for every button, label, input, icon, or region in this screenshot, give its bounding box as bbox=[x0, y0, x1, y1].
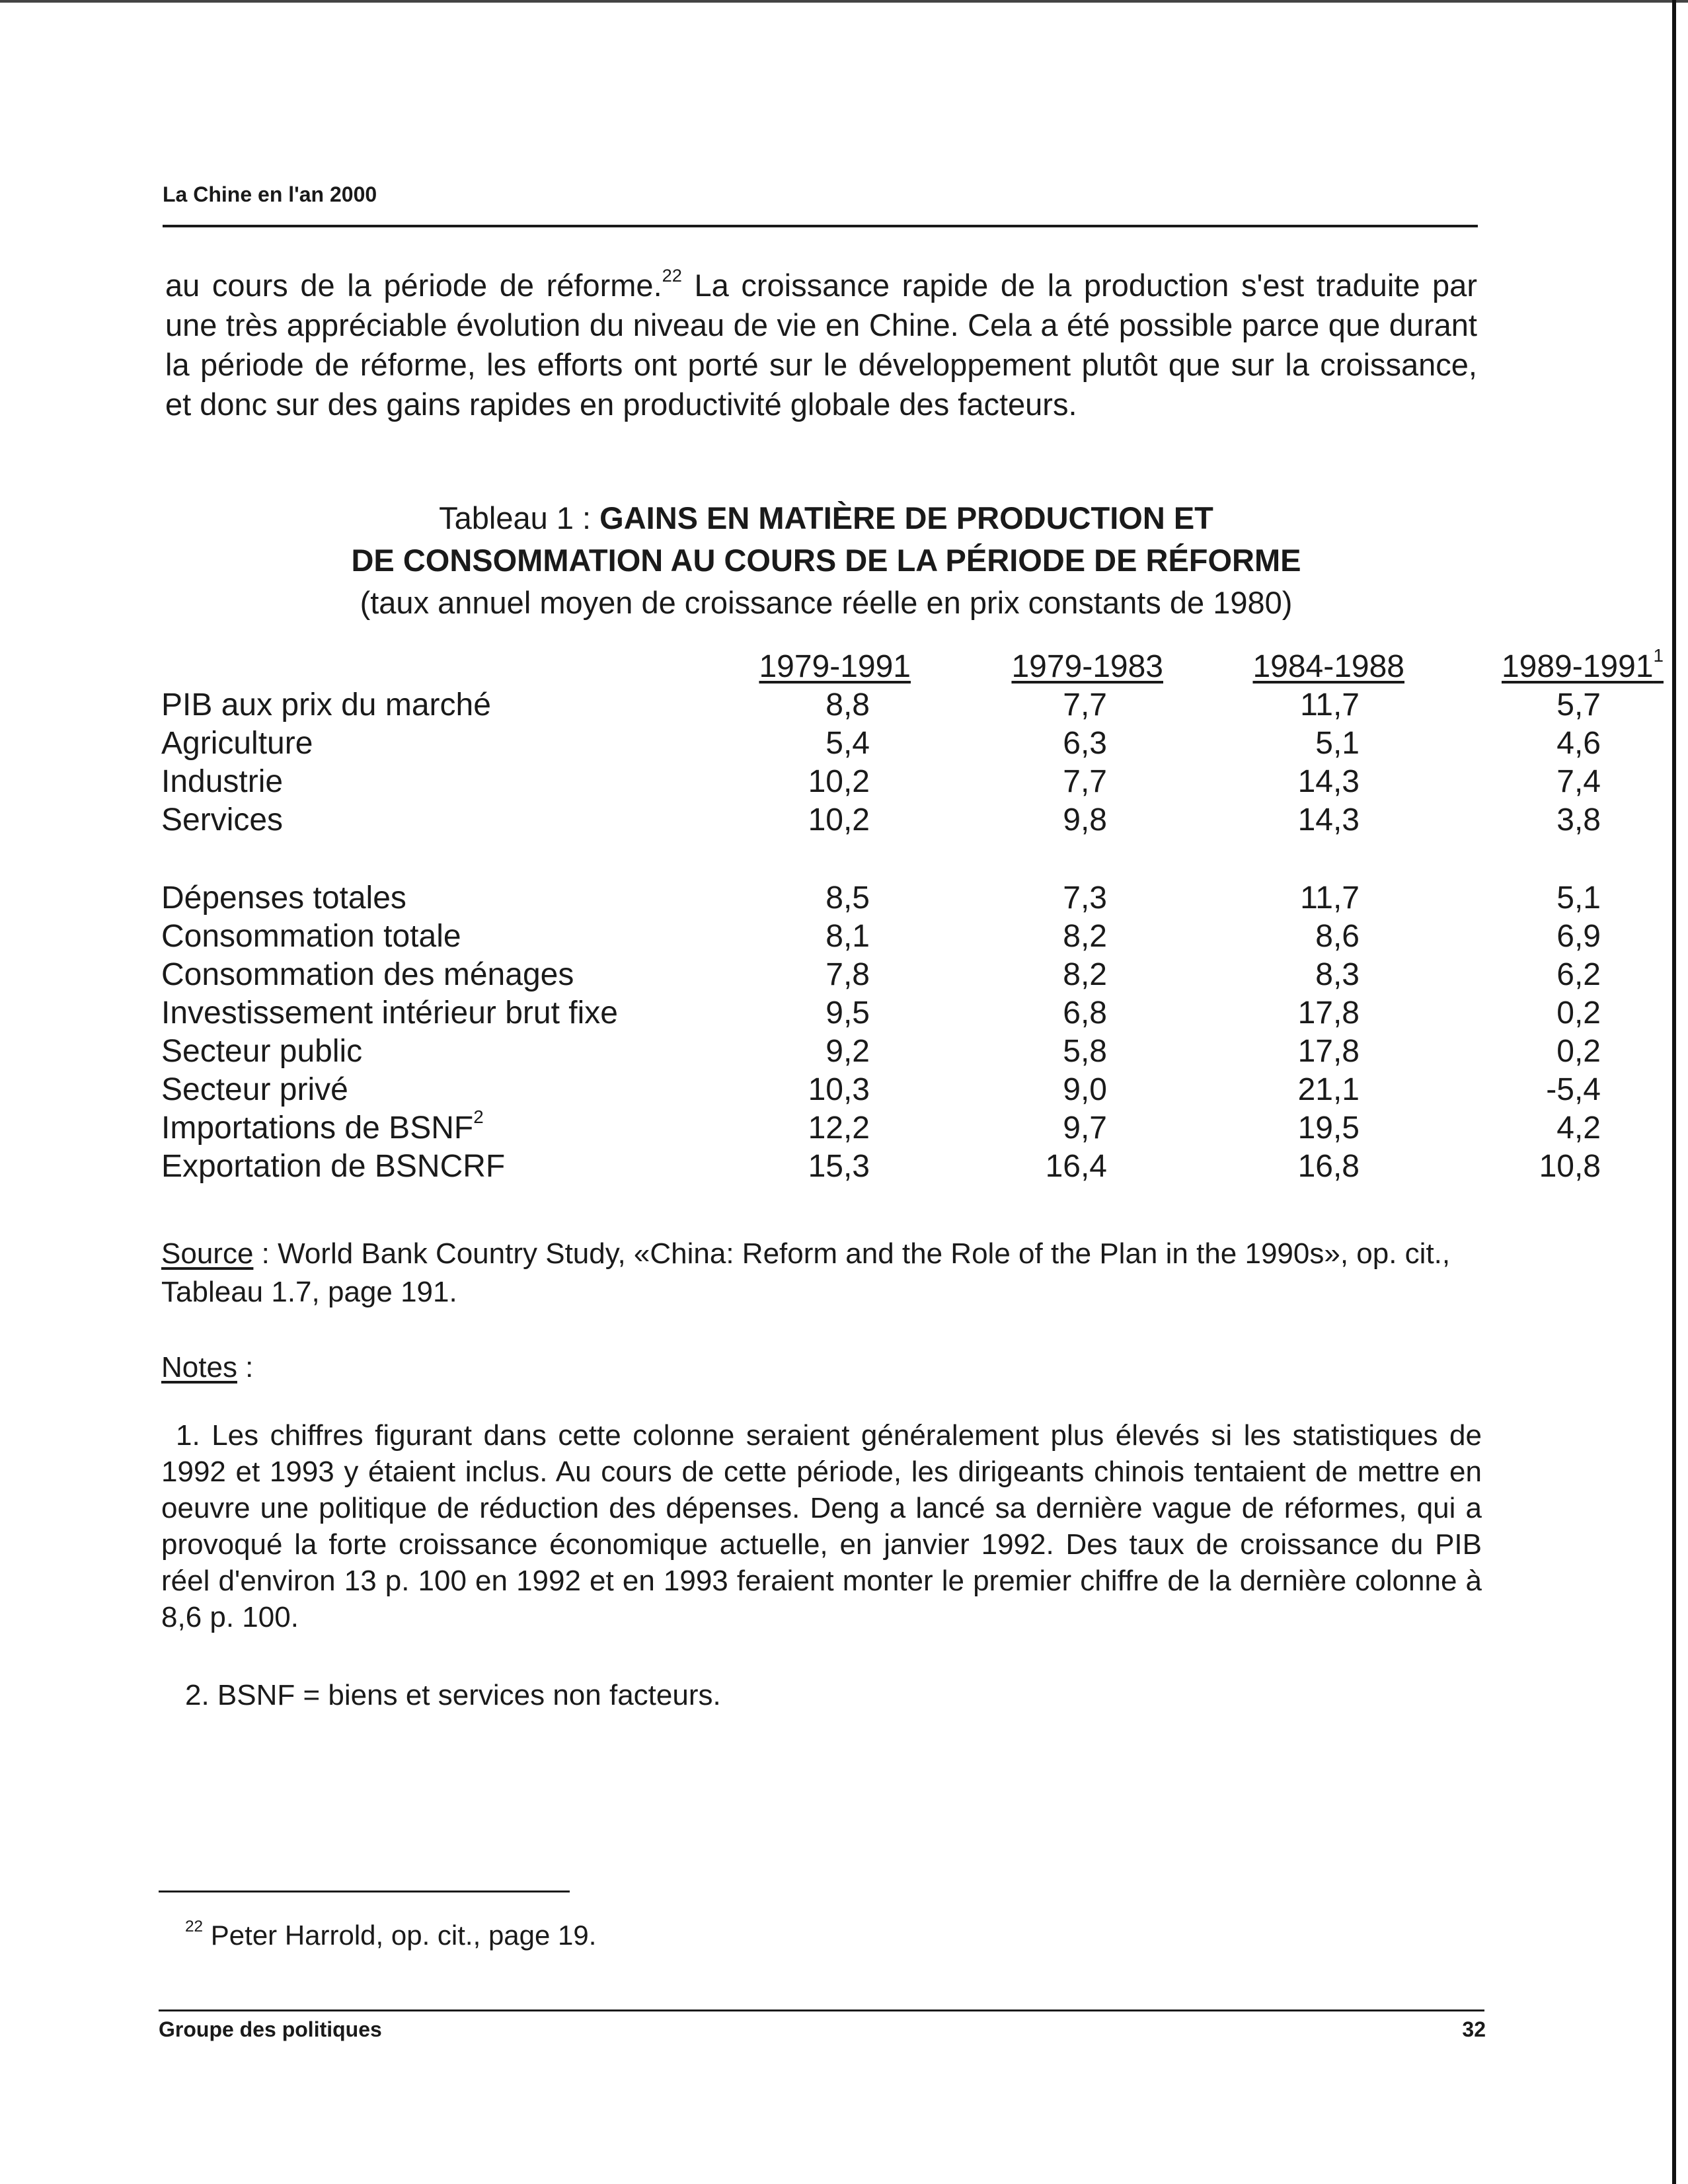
column-header-1979-1991: 1979-1991 bbox=[759, 649, 911, 684]
cell-value: 8,6 bbox=[1315, 919, 1360, 954]
footnote-number: 22 bbox=[185, 1918, 204, 1936]
cell-value: 7,4 bbox=[1556, 764, 1601, 799]
footnote-22 bbox=[185, 1917, 596, 1954]
row-label: Investissement intérieur brut fixe bbox=[161, 995, 618, 1031]
table-row bbox=[161, 917, 1664, 956]
cell-value: 14,3 bbox=[1297, 802, 1360, 838]
cell-value: 10,2 bbox=[808, 802, 870, 838]
cell-value: 4,6 bbox=[1556, 726, 1601, 761]
table-subtitle: (taux annuel moyen de croissance réelle en prix constants de 1980) bbox=[360, 585, 1293, 620]
table-row bbox=[161, 1109, 1664, 1148]
table-row bbox=[161, 994, 1664, 1033]
cell-value: 5,1 bbox=[1315, 726, 1360, 761]
row-label: PIB aux prix du marché bbox=[161, 687, 491, 722]
header-blank-cell bbox=[161, 648, 673, 686]
cell-value: 16,4 bbox=[1045, 1149, 1107, 1184]
notes-heading-label: Notes bbox=[161, 1351, 237, 1384]
cell-value: 7,7 bbox=[1063, 687, 1107, 722]
table-row bbox=[161, 686, 1664, 724]
cell-value: 9,0 bbox=[1063, 1072, 1107, 1107]
column-header-1989-1991 bbox=[1404, 645, 1664, 686]
column-header-1979-1983: 1979-1983 bbox=[1011, 649, 1163, 684]
row-label: Secteur privé bbox=[161, 1072, 348, 1107]
cell-value: 21,1 bbox=[1297, 1072, 1360, 1107]
cell-value: 10,8 bbox=[1539, 1149, 1601, 1184]
cell-value: 6,3 bbox=[1063, 726, 1107, 761]
intro-text-b: La croissance rapide de la production s'est traduite par une très appréciable évolution du niveau de vie en Chine. Cela a été possible parce que durant la période de réforme, les efforts ont porté sur le développement plutôt que sur la croissance, et donc sur des gains rapides en productivité globale des facteurs. bbox=[165, 268, 1477, 422]
table-row bbox=[161, 1071, 1664, 1109]
page-number: 32 bbox=[1462, 2017, 1486, 2041]
scan-edge-right bbox=[1672, 0, 1676, 2184]
cell-value: 5,7 bbox=[1556, 687, 1601, 722]
footnote-rule bbox=[159, 1891, 570, 1892]
column-header-1989-1991-text: 1989-1991 bbox=[1501, 649, 1654, 684]
cell-value: 9,5 bbox=[825, 995, 870, 1031]
cell-value: 3,8 bbox=[1556, 802, 1601, 838]
row-label: Agriculture bbox=[161, 726, 313, 761]
cell-value: 8,2 bbox=[1063, 919, 1107, 954]
cell-value: 0,2 bbox=[1556, 1034, 1601, 1069]
source-text: : World Bank Country Study, «China: Reform and the Role of the Plan in the 1990s», op. cit., Tableau 1.7, page 191. bbox=[161, 1237, 1451, 1308]
note-1-text: Les chiffres figurant dans cette colonne seraient généralement plus élevés si les statistiques de 1992 et 1993 y étaient inclus. Au cours de cette période, les dirigeants chinois tentaient de mettre en oeuvre une politique de réduction des dépenses. Deng a lancé sa dernière vague de réformes, qui a provoqué la forte croissance économique actuelle, en janvier 1992. Des taux de croissance du PIB réel d'environ 13 p. 100 en 1992 et en 1993 feraient monter le premier chiffre de la dernière colonne à 8,6 p. 100. bbox=[161, 1419, 1482, 1633]
cell-value: 7,3 bbox=[1063, 880, 1107, 916]
cell-value: 8,5 bbox=[825, 880, 870, 916]
table-row bbox=[161, 801, 1664, 839]
table-row bbox=[161, 1033, 1664, 1071]
row-label: Exportation de BSNCRF bbox=[161, 1149, 506, 1184]
cell-value: 17,8 bbox=[1297, 1034, 1360, 1069]
cell-value: 7,7 bbox=[1063, 764, 1107, 799]
source-label: Source bbox=[161, 1237, 254, 1270]
row-label: Industrie bbox=[161, 764, 284, 799]
table-row bbox=[161, 763, 1664, 801]
cell-value: 9,8 bbox=[1063, 802, 1107, 838]
cell-value: 5,4 bbox=[825, 726, 870, 761]
row-label: Secteur public bbox=[161, 1034, 363, 1069]
table-row bbox=[161, 724, 1664, 763]
cell-value: 5,1 bbox=[1556, 880, 1601, 916]
cell-value: 11,7 bbox=[1300, 687, 1360, 722]
note-1 bbox=[161, 1417, 1482, 1635]
table-spacer-row bbox=[161, 839, 1664, 879]
cell-value: 8,3 bbox=[1315, 957, 1360, 992]
cell-value: 6,9 bbox=[1556, 919, 1601, 954]
row-label: Consommation totale bbox=[161, 919, 461, 954]
table-header-row bbox=[161, 648, 1664, 686]
footnote-text: Peter Harrold, op. cit., page 19. bbox=[203, 1920, 597, 1951]
scan-edge-top bbox=[0, 0, 1688, 3]
cell-value: 5,8 bbox=[1063, 1034, 1107, 1069]
growth-table bbox=[161, 645, 1664, 1186]
note-1-number: 1. bbox=[176, 1419, 200, 1452]
intro-paragraph bbox=[165, 266, 1477, 424]
cell-value: 7,8 bbox=[825, 957, 870, 992]
cell-value: 0,2 bbox=[1556, 995, 1601, 1031]
table-title bbox=[165, 497, 1487, 624]
table-row bbox=[161, 1148, 1664, 1186]
table-title-lead: Tableau 1 : bbox=[439, 500, 600, 535]
cell-value: 8,2 bbox=[1063, 957, 1107, 992]
row-label: Dépenses totales bbox=[161, 880, 406, 916]
cell-value: 15,3 bbox=[808, 1149, 870, 1184]
footer-rule bbox=[159, 2009, 1484, 2011]
row-label: Consommation des ménages bbox=[161, 957, 574, 992]
cell-value: 14,3 bbox=[1297, 764, 1360, 799]
column-note-ref-1[interactable]: 1 bbox=[1653, 645, 1664, 666]
notes-heading bbox=[161, 1348, 253, 1387]
cell-value: 19,5 bbox=[1297, 1111, 1360, 1146]
cell-value: 12,2 bbox=[808, 1111, 870, 1146]
cell-value: 9,2 bbox=[825, 1034, 870, 1069]
footer-organization: Groupe des politiques bbox=[159, 2017, 382, 2041]
row-label-text: Importations de BSNF bbox=[161, 1111, 474, 1146]
table-title-line-1: GAINS EN MATIÈRE DE PRODUCTION ET bbox=[599, 500, 1213, 535]
cell-value: 8,8 bbox=[825, 687, 870, 722]
cell-value: 16,8 bbox=[1297, 1149, 1360, 1184]
notes-heading-suffix: : bbox=[237, 1351, 254, 1384]
cell-value: 8,1 bbox=[825, 919, 870, 954]
row-note-ref-2[interactable]: 2 bbox=[473, 1107, 484, 1128]
table-source bbox=[161, 1235, 1483, 1311]
cell-value: 4,2 bbox=[1556, 1111, 1601, 1146]
table-row bbox=[161, 879, 1664, 917]
running-header: La Chine en l'an 2000 bbox=[163, 182, 377, 206]
cell-value: 6,8 bbox=[1063, 995, 1107, 1031]
table-title-line-2: DE CONSOMMATION AU COURS DE LA PÉRIODE DE RÉFORME bbox=[351, 543, 1301, 578]
row-label: Services bbox=[161, 802, 284, 838]
intro-text-a: au cours de la période de réforme. bbox=[165, 268, 662, 303]
table-row bbox=[161, 956, 1664, 994]
cell-value: 11,7 bbox=[1300, 880, 1360, 916]
cell-value: 6,2 bbox=[1556, 957, 1601, 992]
cell-value: 17,8 bbox=[1297, 995, 1360, 1031]
footnote-ref-22[interactable]: 22 bbox=[662, 264, 682, 286]
cell-value: 10,3 bbox=[808, 1072, 870, 1107]
cell-value: 9,7 bbox=[1063, 1111, 1107, 1146]
column-header-1984-1988: 1984-1988 bbox=[1252, 649, 1404, 684]
note-2: 2. BSNF = biens et services non facteurs. bbox=[185, 1679, 721, 1711]
header-rule bbox=[163, 225, 1478, 227]
cell-value: 10,2 bbox=[808, 764, 870, 799]
row-label bbox=[161, 1109, 673, 1148]
cell-value: -5,4 bbox=[1546, 1072, 1601, 1107]
